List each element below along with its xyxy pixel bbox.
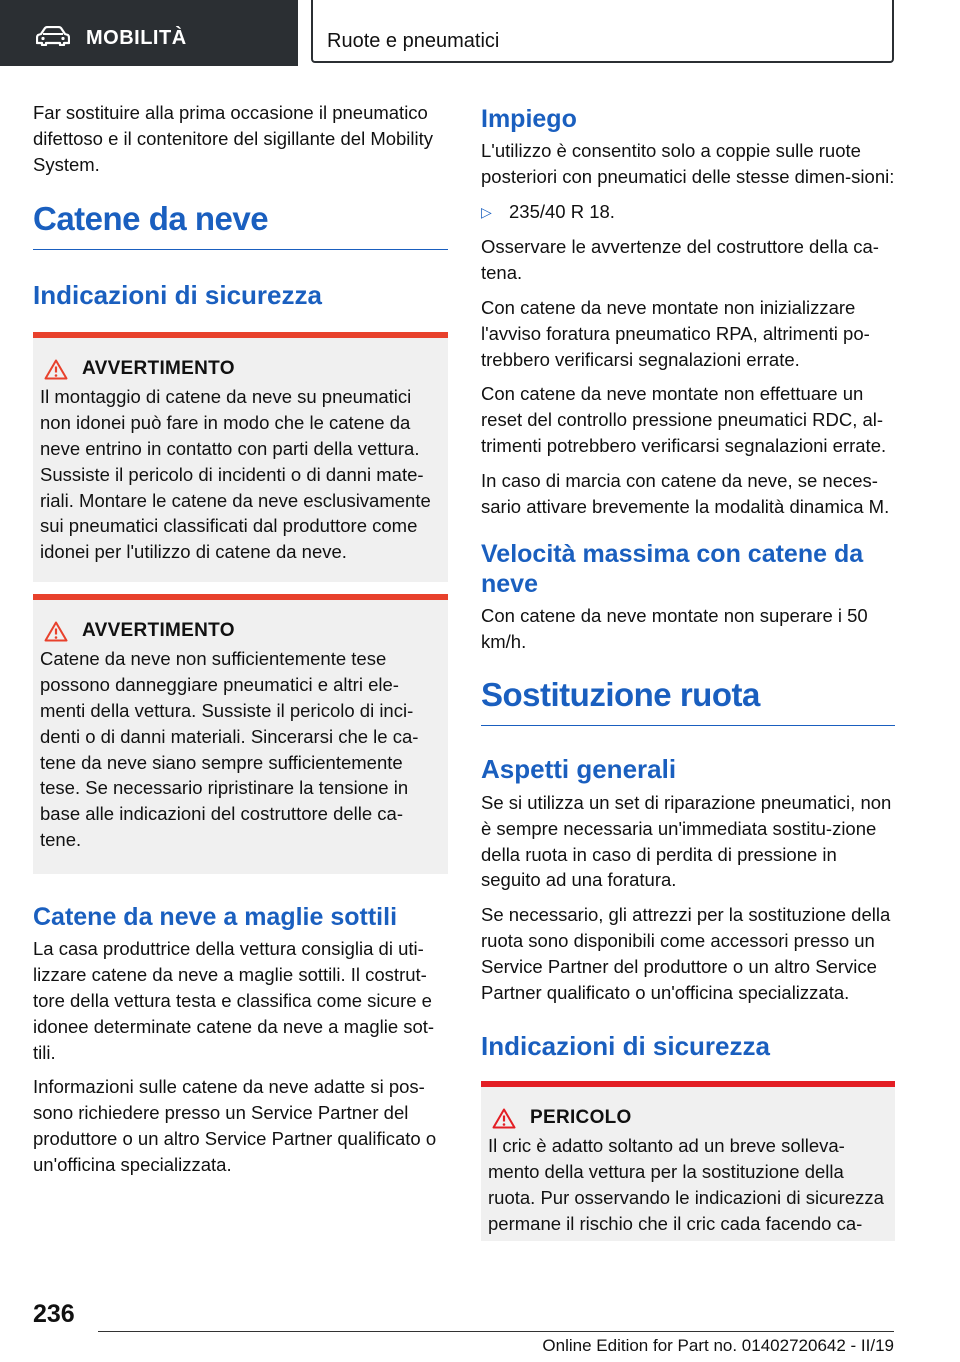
intro-paragraph: Far sostituire alla prima occasione il pneumatico difettoso e il contenitore del sigillante del Mobility System. xyxy=(33,102,434,175)
paragraph-aspetti-2: Se necessario, gli attrezzi per la sostituzione della ruota sono disponibili come accessori presso un Service Partner del produttore o un altro Service Partner qualificato o un'officina specializzata. xyxy=(481,904,891,1003)
paragraph-velocita: Con catene da neve montate non superare i 50 km/h. xyxy=(481,605,868,653)
warning-text: Catene da neve non sufficientemente tese possono danneggiare pneumatici e altri ele-menti della vettura. Sussiste il pericolo di inci-denti o di danni materiali. Sincerarsi che le ca-tene da neve siano sempre sufficientemente tese. Se necessario ripristinare la tensione in base alle indicazioni del costruttore delle ca-tene. xyxy=(40,648,419,850)
left-column xyxy=(33,100,448,1187)
warning-triangle-icon xyxy=(44,621,68,642)
paragraph-avvertenze: Osservare le avvertenze del costruttore della ca-tena. xyxy=(481,236,879,284)
heading-aspetti-generali: Aspetti generali xyxy=(481,753,677,784)
warning-text: Il montaggio di catene da neve su pneumatici non idonei può fare in modo che le catene da neve entrino in contatto con parti della vettura. Sussiste il pericolo di incidenti o di danni mate-riali. Montare le catene da neve esclusivamente sui pneumatici classificati dal produttore come idonei per l'utilizzo di catene da neve. xyxy=(40,386,431,563)
heading-rule xyxy=(33,249,448,250)
chapter-title: Ruote e pneumatici xyxy=(327,30,500,52)
paragraph-impiego: L'utilizzo è consentito solo a coppie sulle ruote posteriori con pneumatici delle stesse dimen-sioni: xyxy=(481,140,895,187)
warning-title: AVVERTIMENTO xyxy=(82,358,235,380)
car-icon xyxy=(36,26,70,46)
heading-velocita-massima: Velocità massima con catene da neve xyxy=(481,540,864,599)
warning-box-2 xyxy=(33,594,448,874)
warning-triangle-icon xyxy=(492,1108,516,1129)
list-item-text: 235/40 R 18. xyxy=(509,200,615,222)
warning-triangle-icon xyxy=(44,359,68,380)
heading-indicazioni-sicurezza: Indicazioni di sicurezza xyxy=(33,280,322,311)
danger-text: Il cric è adatto soltanto ad un breve solleva-mento della vettura per la sostituzione della ruota. Pur osservando le indicazioni di sicurezza permane il rischio che il cric cada facendo ca- xyxy=(488,1135,884,1234)
paragraph-maglie-1: La casa produttrice della vettura consiglia di uti-lizzare catene da neve a maglie sottili. Il costrut-tore della vettura testa e classifica come sicure e idonee determinate catene da neve a maglie sot-tili. xyxy=(33,938,435,1063)
page-number: 236 xyxy=(33,1300,75,1328)
header-chapter-box xyxy=(311,0,894,63)
heading-sostituzione-ruota: Sostituzione ruota xyxy=(481,675,760,713)
footer-rule xyxy=(98,1331,894,1332)
triangle-bullet-icon: ▷ xyxy=(481,203,492,220)
right-column xyxy=(481,100,895,1241)
paragraph-aspetti-1: Se si utilizza un set di riparazione pneumatici, non è sempre necessaria un'immediata sostitu-zione della ruota in caso di perdita di pressione in seguito ad una foratura. xyxy=(481,791,892,891)
danger-title: PERICOLO xyxy=(530,1107,632,1129)
footer-edition: Online Edition for Part no. 01402720642 - II/19 xyxy=(542,1336,894,1355)
paragraph-rdc: Con catene da neve montate non effettuare un reset del controllo pressione pneumatici RDC, al-trimenti potrebbero verificarsi segnalazioni errate. xyxy=(481,383,887,456)
paragraph-rpa: Con catene da neve montate non inizializzare l'avviso foratura pneumatico RPA, altrimenti po-trebbero verificarsi segnalazioni errate. xyxy=(481,296,870,370)
danger-box xyxy=(481,1081,895,1241)
heading-impiego: Impiego xyxy=(481,105,577,133)
list-item xyxy=(481,199,895,226)
paragraph-modalita: In caso di marcia con catene da neve, se neces-sario attivare brevemente la modalità dinamica M. xyxy=(481,469,890,517)
heading-rule xyxy=(481,725,895,726)
paragraph-maglie-2: Informazioni sulle catene da neve adatte si pos-sono richiedere presso un Service Partner del produttore o un altro Service Partner qualificato o un'officina specializzata. xyxy=(33,1076,437,1175)
warning-title: AVVERTIMENTO xyxy=(82,620,235,642)
section-title: MOBILITÀ xyxy=(86,27,187,49)
header-section-tab xyxy=(0,0,298,66)
warning-box-1 xyxy=(33,332,448,582)
heading-maglie-sottili: Catene da neve a maglie sottili xyxy=(33,903,398,932)
heading-indicazioni-sicurezza-2: Indicazioni di sicurezza xyxy=(481,1031,770,1062)
heading-catene-da-neve: Catene da neve xyxy=(33,200,269,238)
